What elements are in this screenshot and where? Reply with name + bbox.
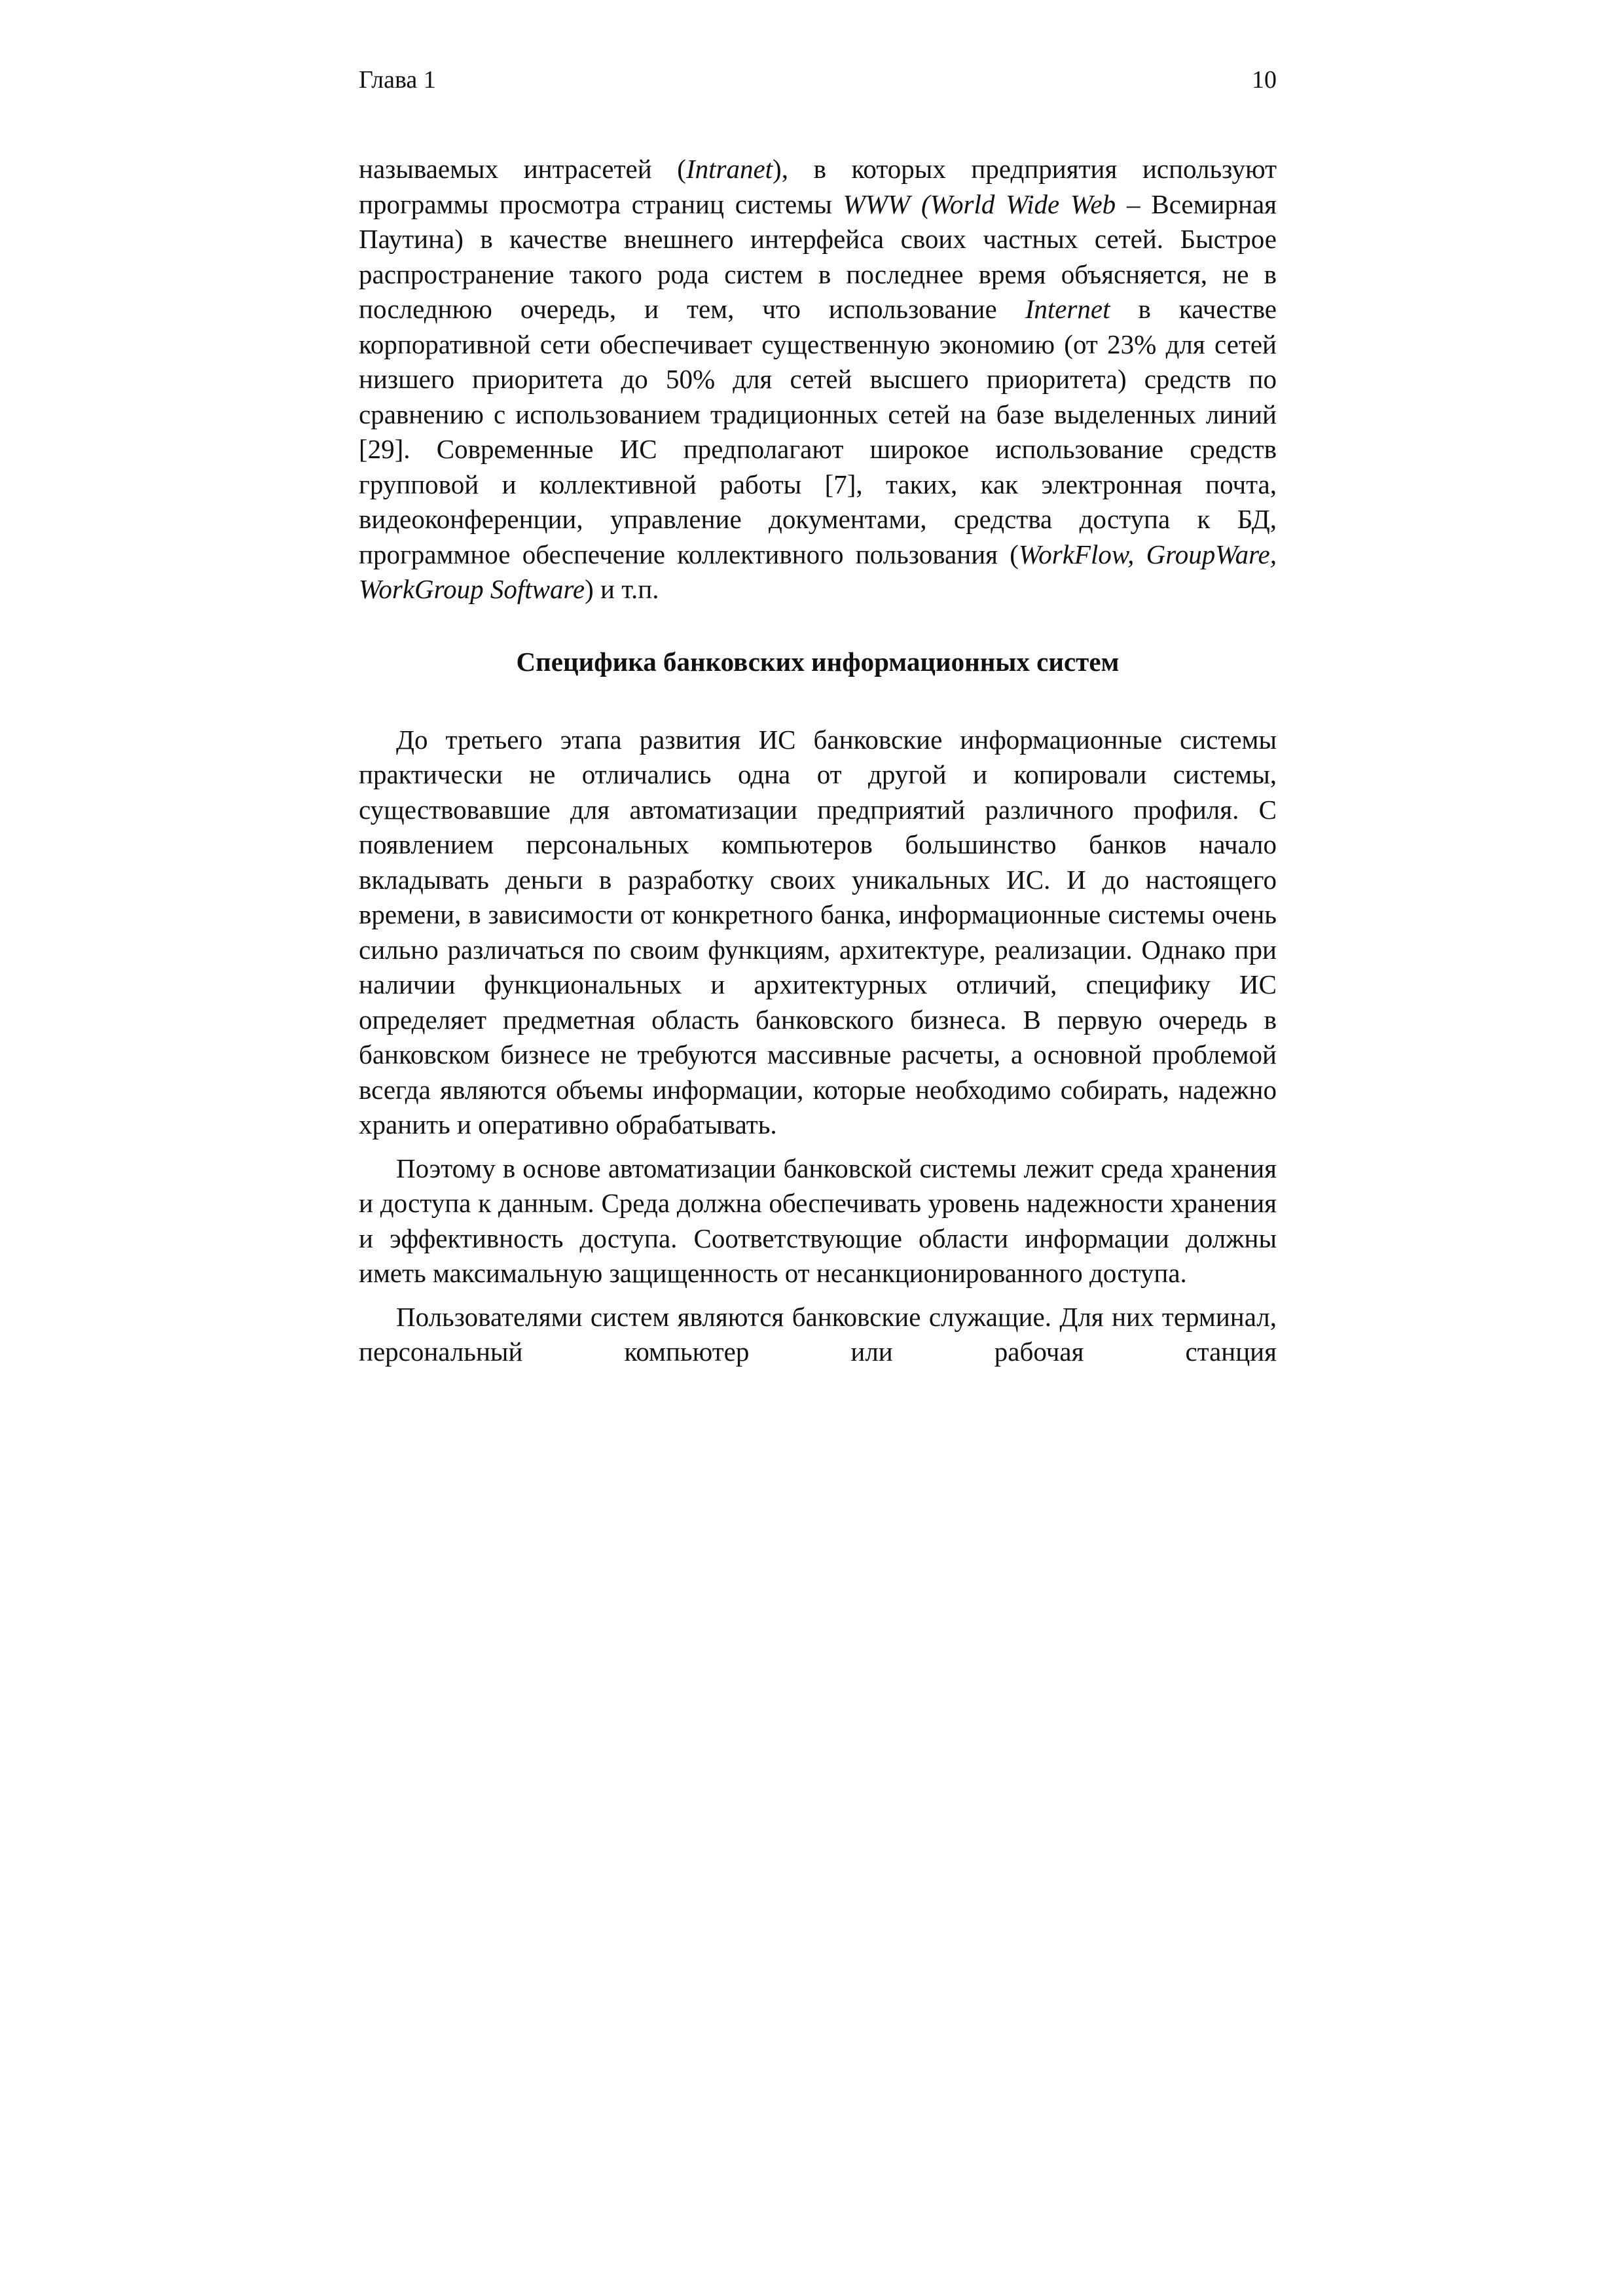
paragraph-text: ) и т.п.: [585, 574, 659, 604]
page-body: [359, 152, 1277, 1370]
term-intranet: Intranet: [685, 154, 773, 184]
paragraph-text: Всемирная Паутина) в качестве внешнего интерфейса своих частных сетей. Быстрое распространение такого рода систем в последнее время объясняется, не в последнюю очередь, и тем, что использование: [359, 188, 1277, 324]
paragraph-text: в качестве корпоративной сети обеспечивает существенную экономию (от 23% для сетей низшего приоритета до 50% для сетей высшего приоритета) средств по сравнению с использованием традиционных сетей на базе выделенных линий [29]. Современные ИС предполагают широкое использование средств групповой и коллективной работы [7], таких, как электронная почта, видеоконференции, управление документами, средства доступа к БД, программное обеспечение коллективного пользования (: [359, 294, 1277, 569]
term-www: WWW (World Wide Web –: [843, 188, 1140, 219]
page-number: 10: [1252, 66, 1277, 94]
chapter-title: Глава 1: [359, 66, 436, 94]
paragraph-users: Пользователями систем являются банковские служащие. Для них терминал, персональный компьютер или рабочая станция: [359, 1301, 1277, 1367]
page-header: [359, 60, 1277, 99]
paragraph-text: ), в которых предприятия используют программы просмотра страниц системы: [359, 154, 1277, 219]
paragraph-data-storage: Поэтому в основе автоматизации банковской системы лежит среда хранения и доступа к данным. Среда должна обеспечивать уровень надежности хранения и эффективность доступа. Соответствующие области информации должны иметь максимальную защищенность от несанкционированного доступа.: [359, 1153, 1277, 1288]
paragraph-text: называемых интрасетей (: [359, 154, 686, 184]
paragraph-intranet: [359, 152, 1277, 607]
paragraph-banking-history: До третьего этапа развития ИС банковские информационные системы практически не отличались одна от другой и копировали системы, существовавшие для автоматизации предприятий различного профиля. С появлением персональных компьютеров большинство банков начало вкладывать деньги в разработку своих уникальных ИС. И до настоящего времени, в зависимости от конкретного банка, информационные системы очень сильно различаться по своим функциям, архитектуре, реализации. Однако при наличии функциональных и архитектурных отличий, специфику ИС определяет предметная область банковского бизнеса. В первую очередь в банковском бизнесе не требуются массивные расчеты, а основной проблемой всегда являются объемы информации, которые необходимо собирать, надежно хранить и оперативно обрабатывать.: [359, 724, 1277, 1139]
term-groupware: WorkFlow, GroupWare, WorkGroup Software: [359, 539, 1277, 604]
section-heading: Специфика банковских информационных систем: [516, 646, 1120, 677]
term-internet: Internet: [1025, 294, 1110, 324]
